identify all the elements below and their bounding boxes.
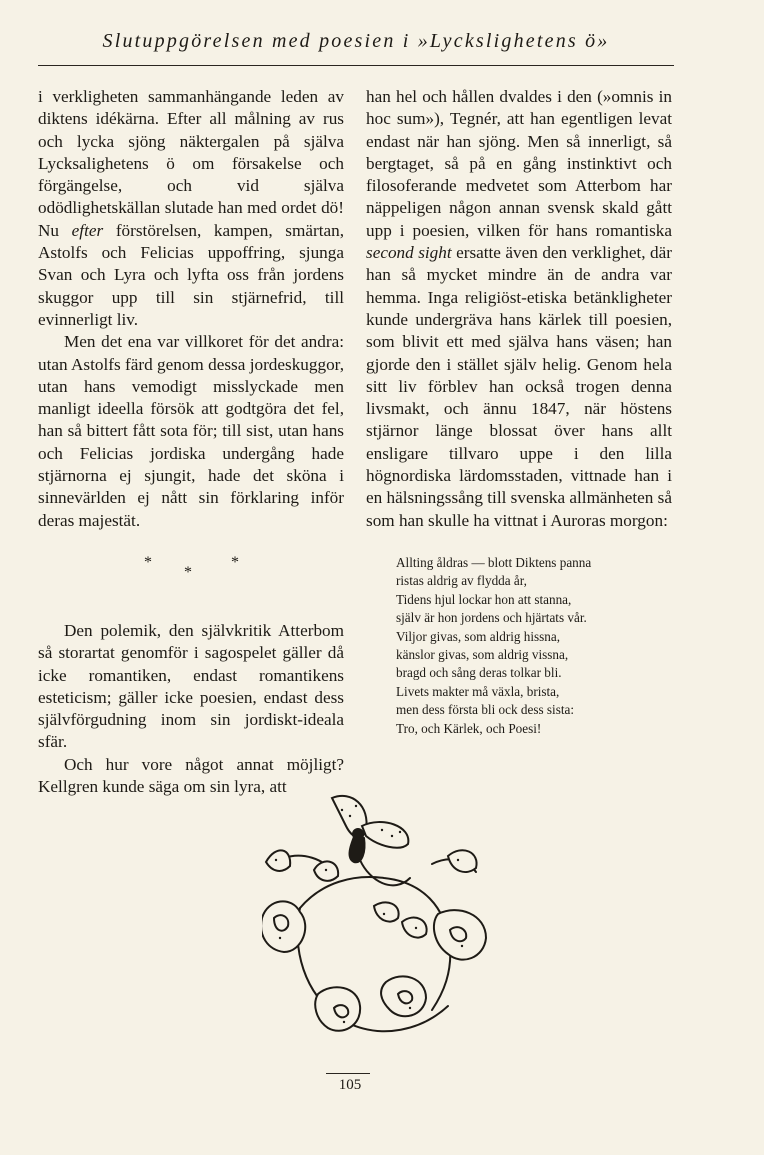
star-1: * [144,553,152,571]
verse-line: Viljor givas, som aldrig hissna, [396,628,561,644]
star-2: * [184,563,192,581]
emphasis-efter: efter [71,220,104,240]
verse-line: Livets makter må växla, brista, [396,683,560,699]
right-column [366,86,672,738]
poem-quotation [396,554,672,738]
left-paragraph-2: Men det ena var villkoret för det andra: utan Astolfs färd genom dessa jordeskuggor, utan hans vemodigt misslyckade men manligt ideella försök att godtgöra det fel, han så bittert fått sota för; till sist, utan hans och Felicias jordiska undergång hade stjärnorna ej sjungit, hade det sköna i sinnevärlden ej nått sin förklaring inför deras majestät. [38,332,344,530]
verse-line: känslor givas, som aldrig vissna, [396,646,569,662]
dragonfly-floral-wreath-icon [262,786,494,1056]
left-paragraph-1: i verkligheten sammanhängande leden av diktens idékärna. Efter all målning av rus och lycka sjöng näktergalen på själva Lycksalighetens ö om försakelse och förgängelse, och vid själva odödlighetskällan slutade han med ordet dö! Nu efter förstörelsen, kampen, smärtan, Astolfs och Felicias uppoffring, sjunga Svan och Lyra och lyfta oss från jordens skuggor upp till sin stjärnefrid, till evinnerligt liv. [38,87,344,329]
left-paragraph-3: Den polemik, den självkritik Atterbom så storartat genomför i sagospelet gäller då icke romantiken, endast romantikens esteticism; gäller icke poesien, endast dess självförgudning inom sin jordiskt-ideala sfär. [38,620,344,752]
running-header: Slutuppgörelsen med poesien i »Lyckslighetens ö» [102,30,610,52]
verse-line: bragd och sång deras tolkar bli. [396,665,562,681]
verse-line: Tidens hjul lockar hon att stanna, [396,591,572,607]
verse-line: Tro, och Kärlek, och Poesi! [396,720,542,736]
right-paragraph-1: han hel och hållen dvaldes i den (»omnis in hoc sum»), Tegnér, att han egentligen levat endast när han sjöng. Men så innerligt, så bergtaget, så på en gång instinktivt och filosoferande medvetet som Atterbom har näppeligen någon annan svensk skald gått upp i poesien, vilken för hans romantiska second sight ersatte även den verklighet, där han så mycket mindre än de andra var hemma. Inga religiöst-etiska betänkligheter kunde undergräva hans kärlek till poesien, som blivit ett med själva hans väsen; han gjorde den i stället själv helig. Genom hela sitt liv förblev han också trogen denna livsmakt, och ännu 1847, när höstens stjärnor länge blossat över hans allt ensligare tillvaro uppe i den lilla högnordiska lärdomsstaden, vittnade han i en hälsningssång till svenska allmänheten så som han skulle ha vittnat i Auroras morgon: [366,87,672,530]
page-number: 105 [338,1077,362,1093]
header-rule [38,65,674,66]
left-column [38,86,344,798]
page-number-rule [326,1073,370,1074]
star-3: * [231,553,239,571]
verse-line: själv är hon jordens och hjärtats vår. [396,610,587,626]
verse-line: ristas aldrig av flydda år, [396,573,527,589]
section-break-stars [38,546,344,596]
verse-line: Allting åldras — blott Diktens panna [396,554,592,570]
verse-line: men dess första bli ock dess sista: [396,702,575,718]
left-paragraph-4: Och hur vore något annat möjligt? Kellgren kunde säga om sin lyra, att [38,754,344,797]
emphasis-second-sight: second sight [366,243,452,263]
